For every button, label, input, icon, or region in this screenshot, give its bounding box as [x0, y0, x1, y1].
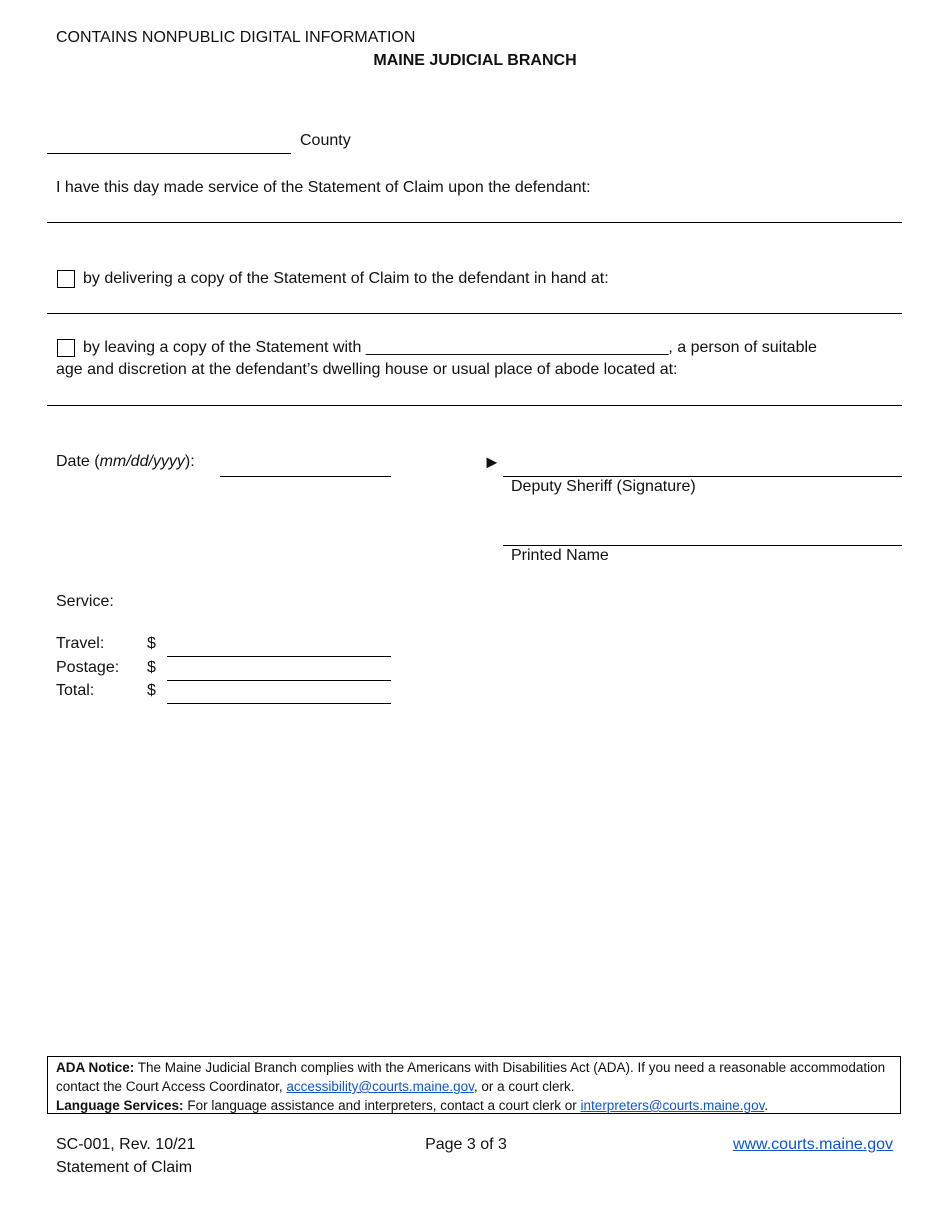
arrow-icon: ►: [483, 452, 501, 472]
postage-fee-field[interactable]: [167, 661, 391, 681]
leaving-text-suffix: , a person of suitable: [668, 339, 817, 356]
in-hand-text: by delivering a copy of the Statement of Claim to the defendant in hand at:: [83, 270, 609, 287]
service-fees-heading: Service:: [56, 593, 114, 610]
form-id: SC-001, Rev. 10/21: [56, 1136, 196, 1153]
person-name-blank[interactable]: __________________________________: [365, 339, 669, 356]
date-field[interactable]: [220, 457, 391, 477]
website-link[interactable]: www.courts.maine.gov: [732, 1136, 893, 1153]
in-hand-checkbox[interactable]: [57, 270, 75, 288]
leaving-text-line2: age and discretion at the defendant’s dwelling house or usual place of abode located at:: [56, 361, 678, 378]
signature-label: Deputy Sheriff (Signature): [511, 478, 696, 495]
ada-notice-box: [47, 1056, 901, 1114]
ada-notice: ADA Notice: The Maine Judicial Branch complies with the Americans with Disabilities Act (ADA). If you need a reasonable accommodation contact the Court Access Coordinator, accessibility@courts.maine.gov, or a court clerk.: [56, 1060, 886, 1094]
date-label: Date (mm/dd/yyyy):: [56, 453, 195, 470]
form-name: Statement of Claim: [56, 1159, 193, 1176]
dollar-sign: $: [147, 635, 156, 652]
county-field[interactable]: [47, 134, 291, 154]
dollar-sign: $: [147, 682, 156, 699]
postage-label: Postage:: [56, 659, 120, 676]
language-services-notice: Language Services: For language assistance and interpreters, contact a court clerk or interpreters@courts.maine.gov.: [56, 1098, 769, 1113]
interpreters-email-link[interactable]: interpreters@courts.maine.gov: [580, 1098, 765, 1113]
dollar-sign: $: [147, 659, 156, 676]
leaving-text-prefix: by leaving a copy of the Statement with: [83, 339, 362, 356]
total-label: Total:: [56, 682, 95, 699]
page-number: Page 3 of 3: [425, 1136, 507, 1153]
travel-label: Travel:: [56, 635, 105, 652]
accessibility-email-link[interactable]: accessibility@courts.maine.gov: [286, 1079, 474, 1094]
page-title: MAINE JUDICIAL BRANCH: [373, 52, 577, 69]
printed-name-label: Printed Name: [511, 547, 609, 564]
leaving-checkbox[interactable]: [57, 339, 75, 357]
confidentiality-notice: CONTAINS NONPUBLIC DIGITAL INFORMATION: [56, 29, 416, 46]
travel-fee-field[interactable]: [167, 637, 391, 657]
signature-field[interactable]: [503, 457, 902, 477]
total-fee-field[interactable]: [167, 684, 391, 704]
county-label: County: [300, 132, 351, 149]
divider: [47, 313, 902, 314]
service-statement: I have this day made service of the Statement of Claim upon the defendant:: [56, 179, 591, 196]
divider: [47, 222, 902, 223]
leaving-text-line1: [83, 339, 817, 357]
divider: [47, 405, 902, 406]
printed-name-field[interactable]: [503, 526, 902, 546]
